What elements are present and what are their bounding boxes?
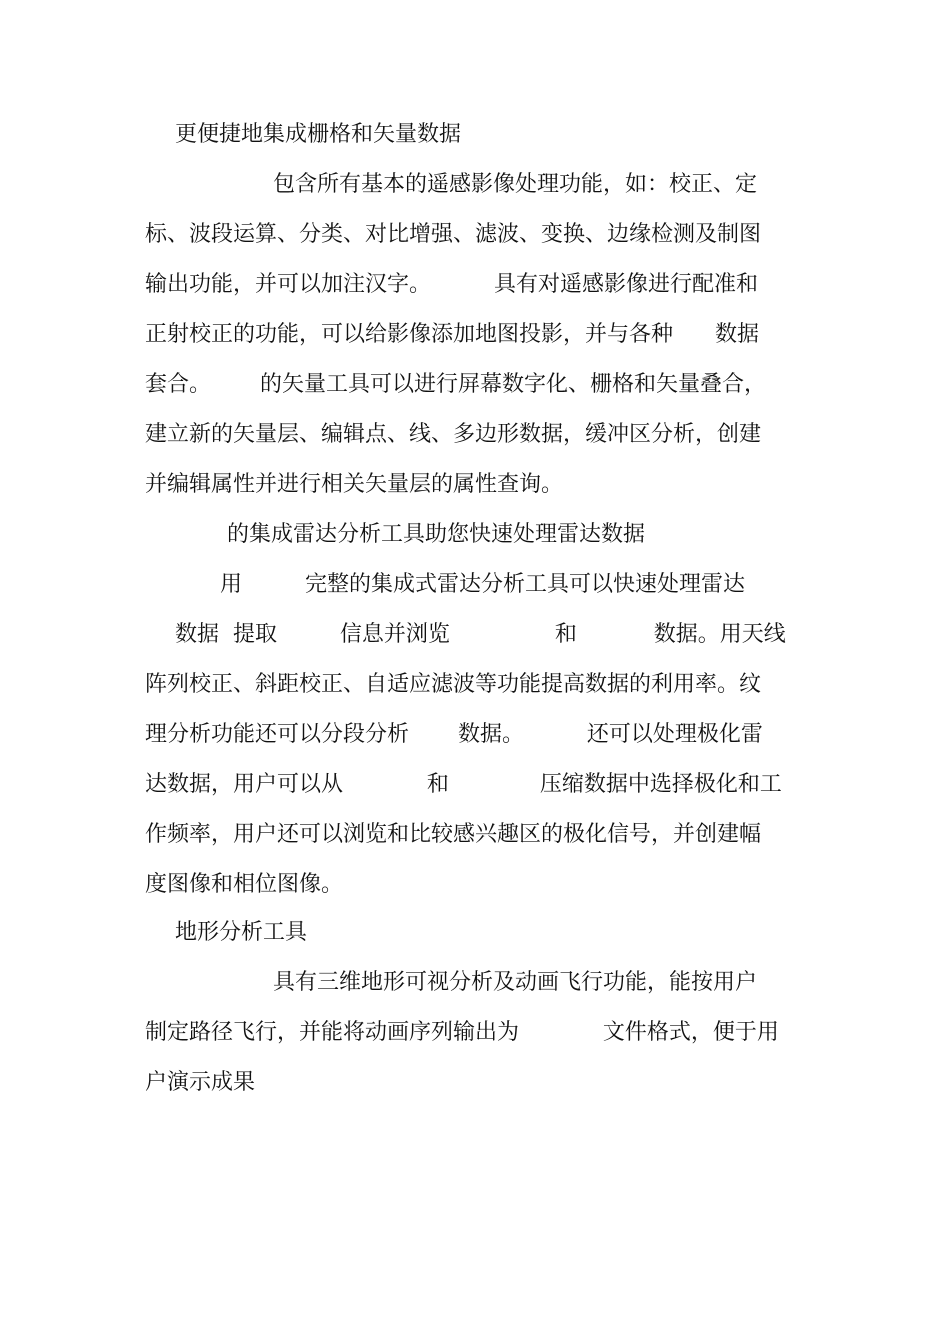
paragraph-line: 制定路径飞行，并能将动画序列输出为 文件格式，便于用 (145, 1020, 779, 1045)
paragraph-line: 套合。 的矢量工具可以进行屏幕数字化、栅格和矢量叠合， (145, 372, 766, 397)
heading-radar-analysis: 的集成雷达分析工具助您快速处理雷达数据 (227, 522, 646, 547)
paragraph-line: 数据 提取 信息并浏览 和 数据。用天线 (175, 622, 786, 647)
paragraph-line: 建立新的矢量层、编辑点、线、多边形数据，缓冲区分析，创建 (145, 422, 762, 447)
paragraph-line: 具有三维地形可视分析及动画飞行功能，能按用户 (273, 970, 758, 995)
paragraph-line: 正射校正的功能，可以给影像添加地图投影，并与各种 数据 (145, 322, 759, 347)
paragraph-line: 作频率，用户还可以浏览和比较感兴趣区的极化信号，并创建幅 (145, 822, 762, 847)
heading-raster-vector: 更便捷地集成栅格和矢量数据 (175, 122, 462, 147)
paragraph-line: 度图像和相位图像。 (145, 872, 344, 897)
paragraph-line: 户演示成果 (145, 1070, 256, 1095)
paragraph-line: 用 完整的集成式雷达分析工具可以快速处理雷达 (220, 572, 745, 597)
paragraph-line: 理分析功能还可以分段分析 数据。 还可以处理极化雷 (145, 722, 763, 747)
paragraph-line: 输出功能，并可以加注汉字。 具有对遥感影像进行配准和 (145, 272, 758, 297)
paragraph-line: 标、波段运算、分类、对比增强、滤波、变换、边缘检测及制图 (145, 222, 762, 247)
paragraph-line: 并编辑属性并进行相关矢量层的属性查询。 (145, 472, 564, 497)
paragraph-line: 达数据，用户可以从 和 压缩数据中选择极化和工 (145, 772, 782, 797)
heading-terrain-analysis: 地形分析工具 (175, 920, 308, 945)
paragraph-line: 包含所有基本的遥感影像处理功能，如：校正、定 (273, 172, 758, 197)
paragraph-line: 阵列校正、斜距校正、自适应滤波等功能提高数据的利用率。纹 (145, 672, 762, 697)
